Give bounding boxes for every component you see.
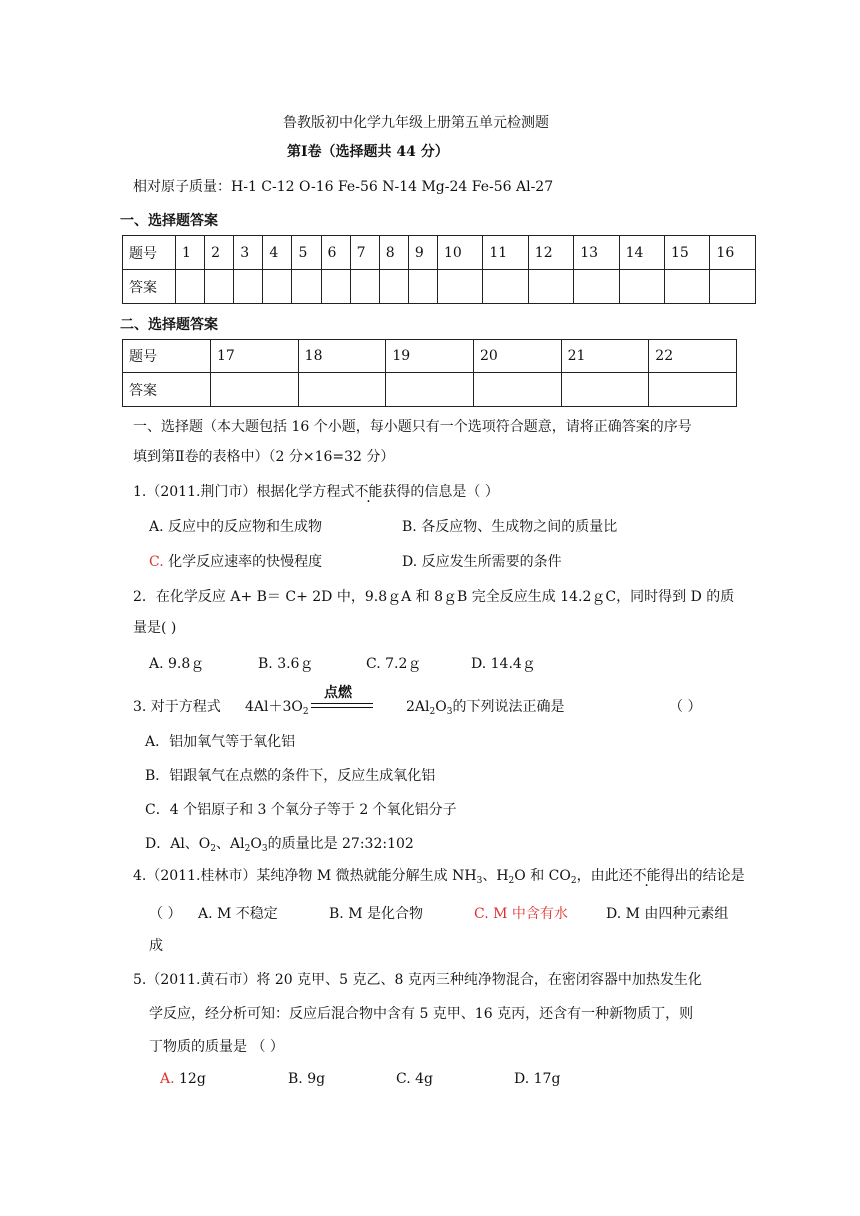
answer-cell[interactable] xyxy=(437,270,482,304)
question-2-line-2: 量是( ) xyxy=(133,620,177,636)
q4-stem-b: 、H xyxy=(482,868,509,884)
answer-cell[interactable] xyxy=(350,270,379,304)
q3-d-a: D．Al、O xyxy=(145,836,211,852)
q3-condition-label: 点燃 xyxy=(324,685,352,701)
q1-option-c[interactable] xyxy=(149,551,322,571)
answer-cell[interactable] xyxy=(473,373,561,407)
q3-tail: 的下列说法正确是 xyxy=(452,699,565,715)
table1-heading: 一、选择题答案 xyxy=(120,213,218,229)
table1-number-row xyxy=(123,236,756,270)
table1-col: 4 xyxy=(263,236,292,270)
q5-option-b[interactable]: B. 9g xyxy=(288,1071,326,1087)
table1-col: 2 xyxy=(205,236,234,270)
q1-stem-b: 获得的信息是（ ） xyxy=(382,484,499,500)
question-5-line-3: 丁物质的质量是 （ ） xyxy=(149,1039,284,1055)
answer-cell[interactable] xyxy=(292,270,321,304)
table1-col: 6 xyxy=(321,236,350,270)
answer-cell[interactable] xyxy=(205,270,234,304)
question-1-stem xyxy=(133,481,499,501)
answer-cell[interactable] xyxy=(561,373,649,407)
table2-answer-row xyxy=(123,373,737,407)
q4-option-d[interactable]: D. M 由四种元素组 xyxy=(606,906,729,922)
answer-cell[interactable] xyxy=(483,270,528,304)
q3-equation-rhs xyxy=(406,696,564,716)
table1-col: 13 xyxy=(574,236,619,270)
q4-emphasis: 不能 xyxy=(632,868,661,884)
answer-table-2 xyxy=(122,339,737,407)
q1-option-b[interactable]: B. 各反应物、生成物之间的质量比 xyxy=(402,519,618,535)
q3-option-d[interactable] xyxy=(145,833,414,853)
q4-option-d-wrap: 成 xyxy=(149,938,163,954)
q3-d-sub1: 2 xyxy=(210,844,217,854)
q2-option-d[interactable]: D. 14.4ｇ xyxy=(471,656,536,672)
question-4-stem xyxy=(133,865,745,885)
q4-option-c[interactable]: C. M 中含有水 xyxy=(474,906,568,922)
q4-option-b[interactable]: B. M 是化合物 xyxy=(329,906,423,922)
table2-col: 18 xyxy=(298,340,386,373)
q5-option-a[interactable] xyxy=(160,1071,206,1087)
question-2-line-1: 2．在化学反应 A+ B＝ C+ 2D 中，9.8ｇA 和 8ｇB 完全反应生成 14.2ｇC，同时得到 D 的质 xyxy=(133,589,735,605)
table2-col: 20 xyxy=(473,340,561,373)
question-5-line-2: 学反应，经分析可知：反应后混合物中含有 5 克甲、16 克丙，还含有一种新物质丁，则 xyxy=(149,1006,694,1022)
table1-answer-row xyxy=(123,270,756,304)
table2-row-label: 答案 xyxy=(123,373,211,407)
q1-option-c-text: 化学反应速率的快慢程度 xyxy=(168,554,323,570)
answer-cell[interactable] xyxy=(321,270,350,304)
table1-col: 3 xyxy=(234,236,263,270)
table1-col: 15 xyxy=(665,236,710,270)
answer-cell[interactable] xyxy=(263,270,292,304)
answer-cell[interactable] xyxy=(665,270,710,304)
q3-d-sub2: 2 xyxy=(244,844,251,854)
q2-option-c[interactable]: C. 7.2ｇ xyxy=(366,656,422,672)
answer-cell[interactable] xyxy=(386,373,474,407)
q1-option-a[interactable]: A. 反应中的反应物和生成物 xyxy=(149,519,323,535)
q1-option-d[interactable]: D. 反应发生所需要的条件 xyxy=(402,554,562,570)
table1-col: 11 xyxy=(483,236,528,270)
q3-option-b[interactable]: B．铝跟氧气在点燃的条件下，反应生成氧化铝 xyxy=(145,768,436,784)
answer-cell[interactable] xyxy=(528,270,573,304)
q5-option-a-letter: A. xyxy=(160,1071,175,1087)
table1-col: 5 xyxy=(292,236,321,270)
q4-stem-a: 4.（2011.桂林市）某纯净物 M 微热就能分解生成 NH xyxy=(133,868,477,884)
section-heading: 第Ⅰ卷（选择题共 44 分） xyxy=(287,144,449,160)
answer-cell[interactable] xyxy=(619,270,664,304)
answer-cell[interactable] xyxy=(234,270,263,304)
q4-option-a[interactable]: A. M 不稳定 xyxy=(198,906,278,922)
q4-stem-d: ，由此还 xyxy=(576,868,633,884)
q3-d-sub3: 3 xyxy=(261,844,268,854)
document-title: 鲁教版初中化学九年级上册第五单元检测题 xyxy=(283,115,549,131)
instructions-line-1: 一、选择题（本大题包括 16 个小题，每小题只有一个选项符合题意，请将正确答案的序号 xyxy=(133,419,692,435)
table1-col: 12 xyxy=(528,236,573,270)
q3-equation-lhs xyxy=(245,696,309,716)
table2-row-label: 题号 xyxy=(123,340,211,373)
table1-col: 8 xyxy=(379,236,408,270)
atomic-mass-line: 相对原子质量：H-1 C-12 O-16 Fe-56 N-14 Mg-24 Fe-56 Al-27 xyxy=(133,179,554,195)
q4-answer-paren: （ ） xyxy=(149,906,182,922)
q3-answer-paren: （ ） xyxy=(669,699,702,715)
table2-number-row xyxy=(123,340,737,373)
q3-d-d: 的质量比是 27:32:102 xyxy=(267,836,414,852)
q3-equals-bar-top xyxy=(311,703,373,704)
q4-stem-c: O 和 CO xyxy=(514,868,571,884)
q5-option-d[interactable]: D. 17g xyxy=(514,1071,561,1087)
table2-heading: 二、选择题答案 xyxy=(120,317,218,333)
q3-rhs-a: 2Al xyxy=(406,699,430,715)
q3-rhs-b: O xyxy=(435,699,447,715)
table1-row-label: 答案 xyxy=(123,270,176,304)
q4-stem-e: 得出的结论是 xyxy=(660,868,745,884)
q2-option-a[interactable]: A. 9.8ｇ xyxy=(149,656,205,672)
answer-cell[interactable] xyxy=(574,270,619,304)
table1-row-label: 题号 xyxy=(123,236,176,270)
table2-col: 17 xyxy=(211,340,299,373)
answer-cell[interactable] xyxy=(408,270,437,304)
q2-option-b[interactable]: B. 3.6ｇ xyxy=(258,656,314,672)
q3-d-b: 、Al xyxy=(216,836,245,852)
q1-option-c-letter: C. xyxy=(149,554,164,570)
q3-option-c[interactable]: C．4 个铝原子和 3 个氧分子等于 2 个氧化铝分子 xyxy=(145,802,457,818)
q4-sub3: 2 xyxy=(570,876,577,886)
table1-col: 1 xyxy=(176,236,205,270)
answer-cell[interactable] xyxy=(649,373,737,407)
question-5-line-1: 5.（2011.黄石市）将 20 克甲、5 克乙、8 克丙三种纯净物混合，在密闭容器中加热发生化 xyxy=(133,972,702,988)
q3-lhs-sub: 2 xyxy=(302,707,309,717)
answer-cell[interactable] xyxy=(710,270,756,304)
table1-col: 16 xyxy=(710,236,756,270)
q1-emphasis: 不能 xyxy=(354,484,383,500)
answer-cell[interactable] xyxy=(176,270,205,304)
q5-option-a-text: 12g xyxy=(179,1071,206,1087)
table2-col: 22 xyxy=(649,340,737,373)
table1-col: 10 xyxy=(437,236,482,270)
table1-col: 14 xyxy=(619,236,664,270)
q3-lhs-text: 4Al＋3O xyxy=(245,699,303,715)
q4-sub2: 2 xyxy=(508,876,515,886)
table2-col: 21 xyxy=(561,340,649,373)
q3-d-c: O xyxy=(250,836,262,852)
answer-cell[interactable] xyxy=(298,373,386,407)
table1-col: 7 xyxy=(350,236,379,270)
q5-option-c[interactable]: C. 4g xyxy=(396,1071,433,1087)
instructions-line-2: 填到第Ⅱ卷的表格中）（2 分×16=32 分） xyxy=(133,449,395,465)
table2-col: 19 xyxy=(386,340,474,373)
q4-sub1: 3 xyxy=(476,876,483,886)
q3-equals-bar-bottom xyxy=(311,707,373,708)
q3-rhs-sub1: 2 xyxy=(429,707,436,717)
q3-option-a[interactable]: A．铝加氧气等于氧化铝 xyxy=(145,734,296,750)
question-3-stem: 3. 对于方程式 xyxy=(133,699,221,715)
answer-table-1 xyxy=(122,235,756,304)
answer-cell[interactable] xyxy=(211,373,299,407)
answer-cell[interactable] xyxy=(379,270,408,304)
q1-stem-a: 1.（2011.荆门市）根据化学方程式 xyxy=(133,484,355,500)
table1-col: 9 xyxy=(408,236,437,270)
q3-rhs-sub2: 3 xyxy=(446,707,453,717)
